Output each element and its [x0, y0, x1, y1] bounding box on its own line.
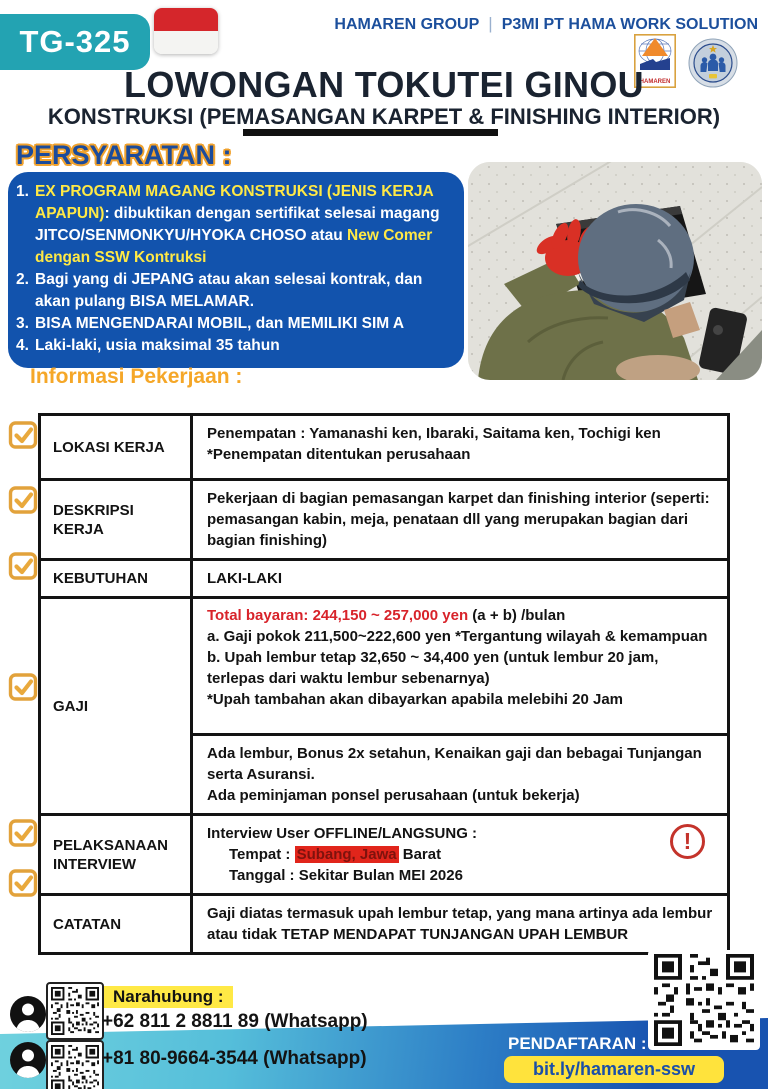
- contact-label: Narahubung :: [104, 986, 233, 1008]
- interview-line1: Interview User OFFLINE/LANGSUNG :: [207, 825, 478, 842]
- table-row-interview: [41, 813, 727, 893]
- item-highlight: EX PROGRAM MAGANG KONSTRUKSI (JENIS KERJA APAPUN): [35, 183, 434, 222]
- item-text: Bagi yang di JEPANG atau akan selesai kontrak, dan akan pulang BISA MELAMAR.: [35, 271, 423, 310]
- table-row-gaji: [41, 596, 727, 813]
- requirements-heading: PERSYARATAN :: [16, 140, 232, 170]
- table-row-kebutuhan: [41, 558, 727, 596]
- row-content: Pekerjaan di bagian pemasangan karpet dan finishing interior (seperti: pemasangan kabin, meja, penataan dll yang merupakan bagian dari bagian finishing): [207, 490, 710, 549]
- row-content: [193, 896, 727, 952]
- registration-link[interactable]: bit.ly/hamaren-ssw: [504, 1056, 724, 1083]
- registration-label: PENDAFTARAN :: [508, 1034, 647, 1053]
- row-content: [193, 599, 727, 813]
- item-mid-text: : dibuktikan dengan sertifikat selesai magang JITCO/SENMONKYU/HYOKA CHOSO atau: [35, 205, 440, 244]
- gaji-note: *Upah tambahan akan dibayarkan apabila melebihi 20 Jam: [207, 691, 623, 708]
- row-label: KEBUTUHAN: [41, 561, 193, 596]
- tempat-rest: Barat: [398, 846, 442, 863]
- gaji-total-unit: (a + b) /bulan: [468, 607, 566, 624]
- item-text: Laki-laki, usia maksimal 35 tahun: [35, 337, 280, 354]
- exclamation-icon: !: [670, 824, 705, 859]
- checked-checkbox-icon: [8, 420, 38, 450]
- catatan-emphasis: TETAP MENDAPAT TUNJANGAN UPAH LEMBUR: [281, 926, 629, 943]
- requirement-item: [16, 269, 456, 313]
- row-label: CATATAN: [41, 896, 193, 952]
- requirement-item: [16, 313, 456, 335]
- job-info-heading: Informasi Pekerjaan :: [30, 365, 243, 388]
- phone-number-2[interactable]: +81 80-9664-3544 (Whatsapp): [102, 1048, 367, 1069]
- svg-text:HAMAREN: HAMAREN: [639, 79, 671, 85]
- gaji-line-b: b. Upah lembur tetap 32,650 ~ 34,400 yen (untuk lembur 20 jam, terlepas dari waktu lembur sebenarnya): [207, 649, 659, 687]
- flag-white-stripe: [154, 31, 218, 54]
- interview-tanggal: Tanggal : Sekitar Bulan MEI 2026: [229, 867, 463, 884]
- row-content: [193, 816, 727, 893]
- item-text: [35, 181, 456, 269]
- requirement-item: [16, 181, 456, 269]
- checked-checkbox-icon: [8, 485, 38, 515]
- company-header: [334, 14, 758, 34]
- interview-tempat: [207, 844, 713, 865]
- worker-photo: [468, 162, 762, 380]
- table-row-lokasi: [41, 416, 727, 478]
- company-group-name: HAMAREN GROUP: [334, 16, 480, 33]
- gaji-benefits: [193, 733, 727, 813]
- item-number: 3.: [16, 315, 29, 332]
- row-label: PELAKSANAAN INTERVIEW: [41, 816, 193, 893]
- indonesia-flag-icon: [154, 8, 218, 54]
- person-icon: [10, 1042, 46, 1078]
- checked-checkbox-icon: [8, 551, 38, 581]
- lokasi-line2: *Penempatan ditentukan perusahaan: [207, 446, 471, 463]
- checked-checkbox-icon: [8, 672, 38, 702]
- lokasi-line1: Penempatan : Yamanashi ken, Ibaraki, Saitama ken, Tochigi ken: [207, 425, 661, 442]
- row-label: DESKRIPSI KERJA: [41, 481, 193, 558]
- person-icon: [10, 996, 46, 1032]
- checked-checkbox-icon: [8, 818, 38, 848]
- item-number: 4.: [16, 337, 29, 354]
- catatan-text: Gaji diatas termasuk upah lembur tetap, yang mana artinya ada lembur atau tidak: [207, 905, 713, 943]
- row-content: LAKI-LAKI: [207, 570, 282, 587]
- table-row-deskripsi: [41, 478, 727, 558]
- requirements-box: [8, 172, 464, 368]
- table-row-catatan: [41, 893, 727, 952]
- title-underline: [243, 129, 498, 136]
- whatsapp-qr-code-1: [46, 982, 104, 1040]
- gaji-line-a: a. Gaji pokok 211,500~222,600 yen *Tergantung wilayah & kemampuan: [207, 628, 708, 645]
- item-number: 2.: [16, 271, 29, 288]
- row-label: LOKASI KERJA: [41, 416, 193, 478]
- tempat-label: Tempat :: [229, 846, 295, 863]
- gaji-total-amount: Total bayaran: 244,150 ~ 257,000 yen: [207, 607, 469, 624]
- page-subtitle: KONSTRUKSI (PEMASANGAN KARPET & FINISHING INTERIOR): [47, 104, 721, 129]
- page-title: LOWONGAN TOKUTEI GINOU: [124, 64, 644, 105]
- item-text: BISA MENGENDARAI MOBIL, dan MEMILIKI SIM A: [35, 315, 405, 332]
- code-badge: TG-325: [0, 14, 150, 70]
- phone-number-1[interactable]: +62 811 2 8811 89 (Whatsapp): [102, 1011, 368, 1032]
- tempat-highlight: Subang, Jawa: [296, 846, 397, 863]
- requirement-item: [16, 335, 456, 357]
- whatsapp-qr-code-2: [46, 1040, 104, 1089]
- company-legal-name: P3MI PT HAMA WORK SOLUTION: [501, 16, 758, 33]
- benefits-line2: Ada peminjaman ponsel perusahaan (untuk bekerja): [207, 787, 580, 804]
- gaji-total-line: [207, 605, 713, 626]
- row-label: GAJI: [41, 599, 193, 813]
- checked-checkbox-icon: [8, 868, 38, 898]
- job-info-table: [38, 413, 730, 955]
- item-number: 1.: [16, 183, 29, 200]
- gaji-detail: [193, 599, 727, 733]
- benefits-line1: Ada lembur, Bonus 2x setahun, Kenaikan gaji dan bebagai Tunjangan serta Asuransi.: [207, 745, 702, 783]
- registration-qr-code: [648, 950, 760, 1050]
- row-content: [193, 416, 727, 478]
- item-highlight: New Comer dengan SSW Kontruksi: [35, 227, 433, 266]
- flag-red-stripe: [154, 8, 218, 31]
- header-divider: |: [488, 14, 493, 33]
